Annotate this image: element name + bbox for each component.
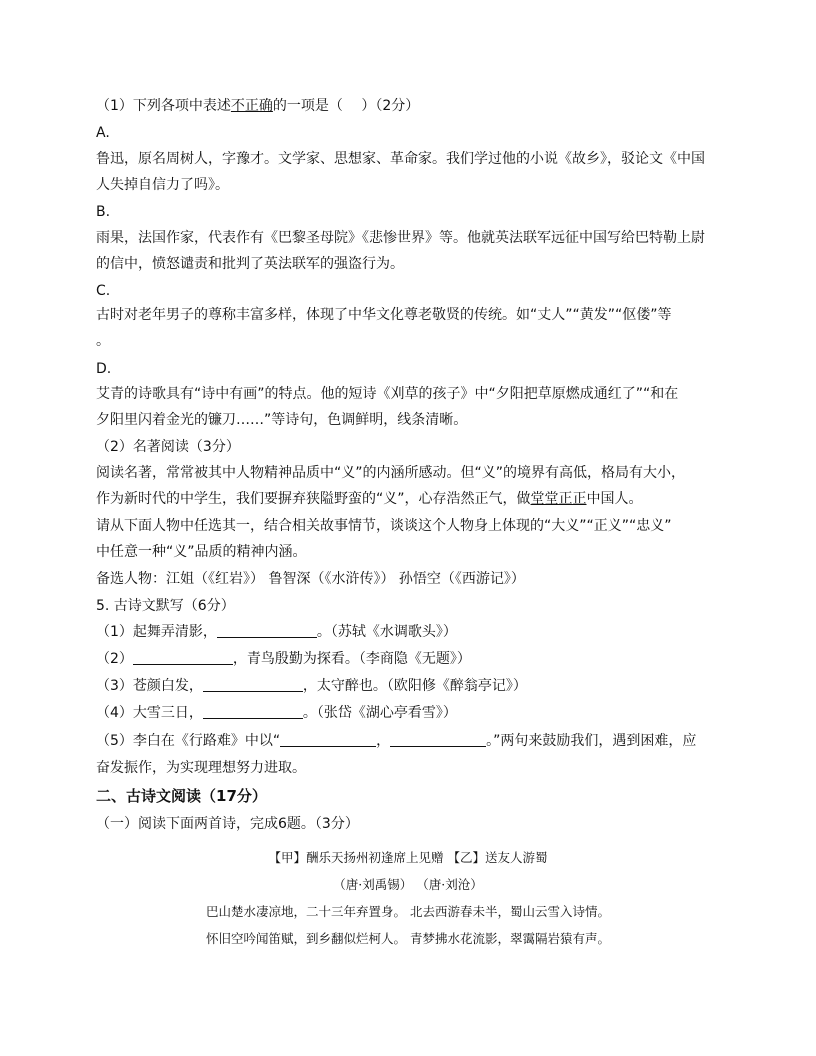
option-d-text: 艾青的诗歌具有“诗中有画”的特点。他的短诗《刈草的孩子》中“夕阳把草原燃成通红了”“和在: [96, 386, 679, 402]
dictation-item-5: （5）李白在《行路难》中以“ ， 。”两句来鼓励我们，遇到困难，应: [96, 733, 697, 749]
question-2-paragraph: 阅读名著，常常被其中人物精神品质中“义”的内涵所感动。但“义”的境界有高低，格局有大小，: [96, 465, 686, 481]
answer-blank[interactable]: [133, 650, 233, 665]
question-2-paragraph-cont: 作为新时代的中学生，我们要摒弃狭隘野蛮的“义”，心存浩然正气，做堂堂正正中国人。: [96, 491, 643, 507]
dictation-item-5-cont: 奋发振作，为实现理想努力进取。: [96, 760, 306, 776]
option-a-text: 鲁迅，原名周树人，字豫才。文学家、思想家、革命家。我们学过他的小说《故乡》，驳论文《中国: [96, 151, 705, 167]
question-2-prompt-cont: 中任意一种“义”品质的精神内涵。: [96, 544, 307, 560]
option-d-text-cont: 夕阳里闪着金光的镰刀……”等诗句，色调鲜明，线条清晰。: [96, 412, 468, 428]
option-d-label: D.: [96, 361, 112, 377]
option-c-label: C.: [96, 283, 111, 299]
section-2-subheading: （一）阅读下面两首诗，完成6题。（3分）: [96, 816, 359, 832]
answer-blank[interactable]: [203, 704, 303, 719]
option-b-text-cont: 的信中，愤怒谴责和批判了英法联军的强盗行为。: [96, 256, 404, 272]
dictation-item-1: （1）起舞弄清影， 。（苏轼《水调歌头》）: [96, 624, 457, 640]
emphasis-underline: 不正确: [230, 98, 273, 114]
poem-line-1: 巴山楚水凄凉地，二十三年弃置身。 北去西游春未半，蜀山云雪入诗情。: [206, 904, 610, 919]
option-a-text-cont: 人失掉自信力了吗》。: [96, 177, 229, 193]
candidate-characters: 备选人物：江姐（《红岩》） 鲁智深（《水浒传》） 孙悟空（《西游记》）: [96, 571, 525, 587]
dictation-item-2: （2） ，青鸟殷勤为探看。（李商隐《无题》）: [96, 651, 471, 667]
question-2-title: （2）名著阅读（3分）: [96, 439, 240, 455]
poem-authors: （唐·刘禹锡） （唐·刘沧）: [333, 877, 483, 892]
option-a-label: A.: [96, 125, 110, 141]
poem-titles: 【甲】酬乐天扬州初逢席上见赠 【乙】送友人游蜀: [268, 850, 548, 865]
answer-blank[interactable]: [280, 732, 376, 747]
option-b-text: 雨果，法国作家，代表作有《巴黎圣母院》《悲惨世界》等。他就英法联军远征中国写给巴特勒上尉: [96, 230, 705, 246]
option-c-text: 古时对老年男子的尊称丰富多样，体现了中华文化尊老敬贤的传统。如“丈人”“黄发”“伛偻”等: [96, 307, 672, 323]
dictation-item-4: （4）大雪三日， 。（张岱《湖心亭看雪》）: [96, 705, 457, 721]
poem-line-2: 怀旧空吟闻笛赋，到乡翻似烂柯人。 青梦拂水花流影，翠霭隔岩猿有声。: [206, 931, 610, 946]
answer-blank[interactable]: [203, 677, 303, 692]
question-1-stem: （1）下列各项中表述不正确的一项是（ ）（2分）: [96, 98, 420, 114]
answer-blank[interactable]: [217, 623, 317, 638]
emphasis-underline: 堂堂正正: [530, 491, 587, 507]
section-2-heading: 二、古诗文阅读（17分）: [96, 787, 267, 805]
answer-blank[interactable]: [390, 732, 486, 747]
dictation-item-3: （3）苍颜白发， ，太守醉也。（欧阳修《醉翁亭记》）: [96, 678, 527, 694]
question-5-title: 5. 古诗文默写（6分）: [96, 598, 235, 614]
option-c-text-cont: 。: [96, 333, 110, 349]
option-b-label: B.: [96, 204, 111, 220]
question-2-prompt: 请从下面人物中任选其一，结合相关故事情节，谈谈这个人物身上体现的“大义”“正义”“忠义”: [96, 518, 672, 534]
